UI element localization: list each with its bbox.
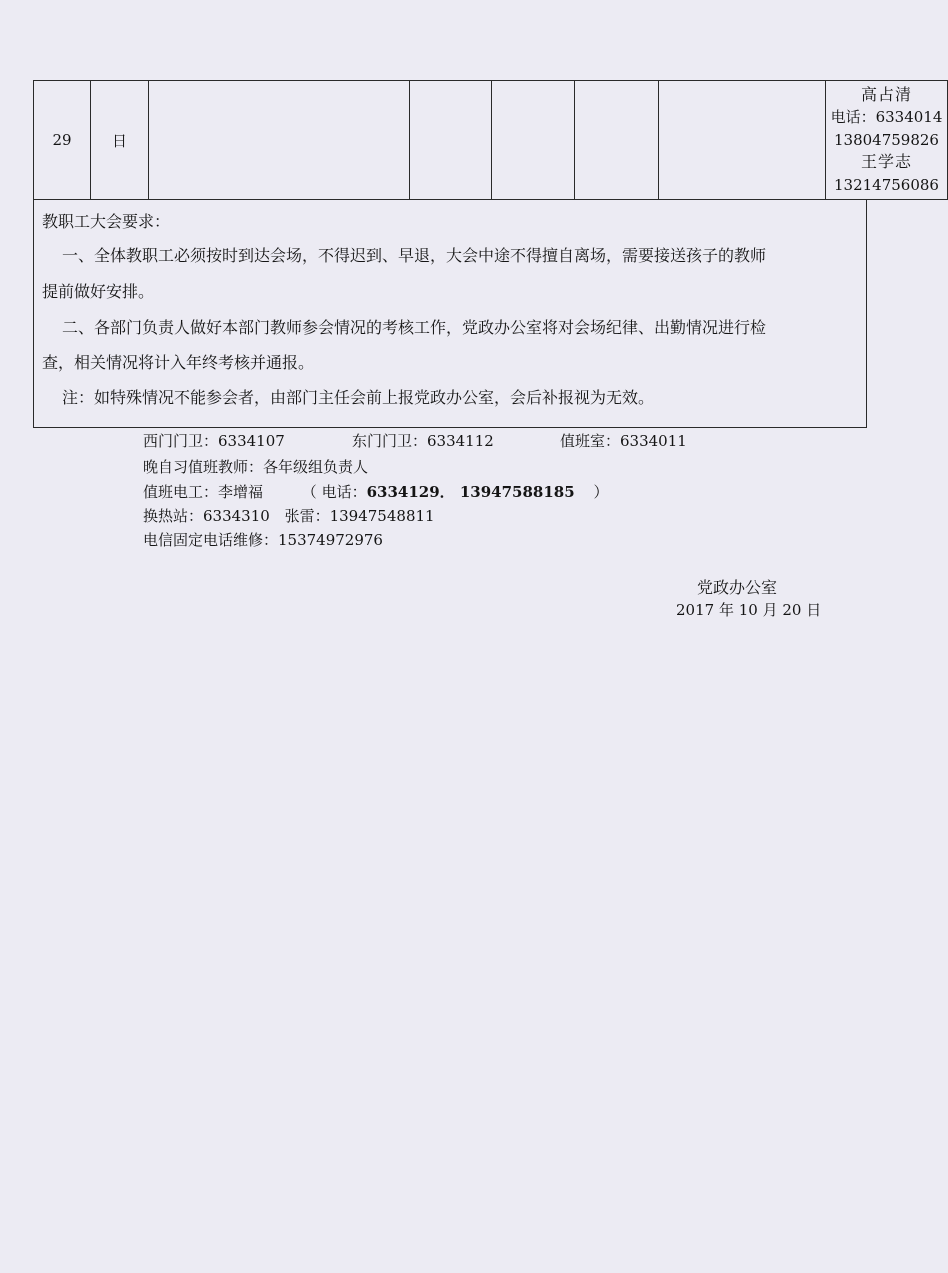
requirement-item-2-cont: 查，相关情况将计入年终考核并通报。 xyxy=(42,353,315,372)
electrician-phone-numbers: 6334129． 13947588185 xyxy=(366,483,575,501)
requirement-note: 注：如特殊情况不能参会者，由部门主任会前上报党政办公室，会后补报视为无效。 xyxy=(62,388,655,407)
requirement-item-1-cont: 提前做好安排。 xyxy=(42,282,155,301)
telecom-repair-phone: 电信固定电话维修：15374972976 xyxy=(143,531,383,549)
electrician-label: 值班电工：李增福 xyxy=(143,483,264,501)
contact-name: 王学志 xyxy=(860,152,912,172)
duty-room-phone: 值班室：6334011 xyxy=(560,432,687,450)
signature-office: 党政办公室 xyxy=(697,578,778,597)
requirement-item-1: 一、全体教职工必须按时到达会场，不得迟到、早退，大会中途不得擅自离场，需要接送孩子的教师 xyxy=(62,246,767,265)
electrician-line xyxy=(143,481,608,502)
empty-cell xyxy=(659,81,826,200)
heat-station-phone: 换热站：6334310 xyxy=(143,507,270,525)
requirement-item-2: 二、各部门负责人做好本部门教师参会情况的考核工作，党政办公室将对会场纪律、出勤情况进行检 xyxy=(62,318,767,337)
contact-mobile: 13804759826 xyxy=(834,130,939,149)
electrician-phone-close: ） xyxy=(593,483,609,501)
table-row xyxy=(34,81,948,200)
contact-mobile: 13214756086 xyxy=(834,175,939,194)
contact-phone: 电话：6334014 xyxy=(830,108,943,127)
requirements-heading: 教职工大会要求： xyxy=(42,212,171,231)
east-gate-phone: 东门门卫：6334112 xyxy=(352,432,494,450)
empty-cell xyxy=(492,81,575,200)
heat-contact-phone: 张雷：13947548811 xyxy=(284,507,435,525)
west-gate-phone: 西门门卫：6334107 xyxy=(143,432,285,450)
schedule-table xyxy=(33,80,948,200)
empty-cell xyxy=(410,81,492,200)
empty-cell xyxy=(575,81,659,200)
empty-cell xyxy=(149,81,410,200)
heat-station-line xyxy=(143,505,435,526)
weekday-cell: 日 xyxy=(91,81,149,200)
contact-name: 高占清 xyxy=(860,84,912,104)
evening-study-duty: 晚自习值班教师：各年级组负责人 xyxy=(143,458,369,476)
day-number-cell: 29 xyxy=(34,81,91,200)
requirements-box xyxy=(33,199,867,428)
contact-cell xyxy=(826,81,948,200)
signature-date: 2017 年 10 月 20 日 xyxy=(676,601,822,619)
electrician-phone-open: （ 电话： xyxy=(301,483,367,501)
